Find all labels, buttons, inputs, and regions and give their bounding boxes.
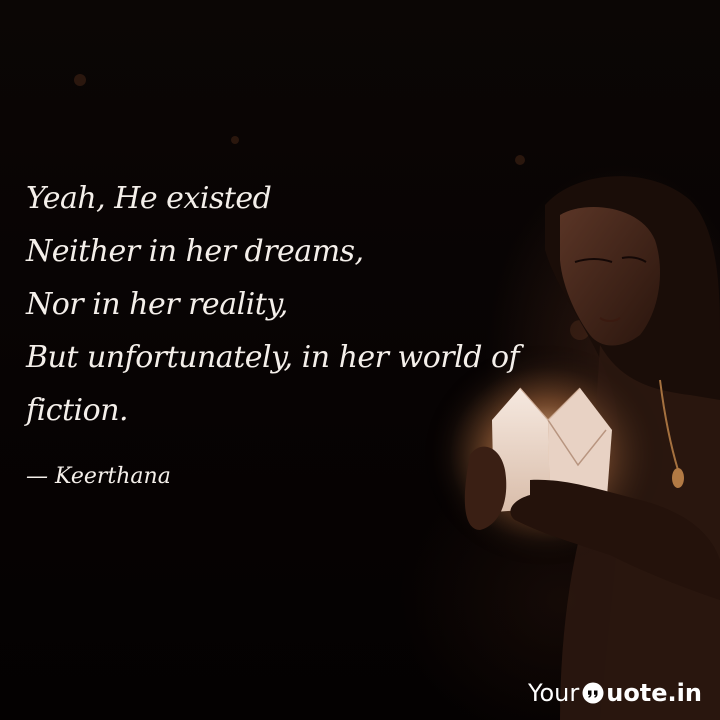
quote-q-logo-icon <box>581 681 605 705</box>
quote-line: fiction. <box>26 393 129 428</box>
yourquote-watermark <box>528 678 702 708</box>
quote-line: Neither in her dreams, <box>26 234 364 269</box>
quote-text <box>26 172 626 437</box>
pendant <box>672 468 684 488</box>
watermark-suffix: uote.in <box>606 679 702 707</box>
quote-line: But unfortunately, in her world of <box>26 340 520 375</box>
quote-line: Yeah, He existed <box>26 181 272 216</box>
watermark-prefix: Your <box>528 679 580 707</box>
quote-author: — Keerthana <box>26 464 171 489</box>
quote-line: Nor in her reality, <box>26 287 288 322</box>
